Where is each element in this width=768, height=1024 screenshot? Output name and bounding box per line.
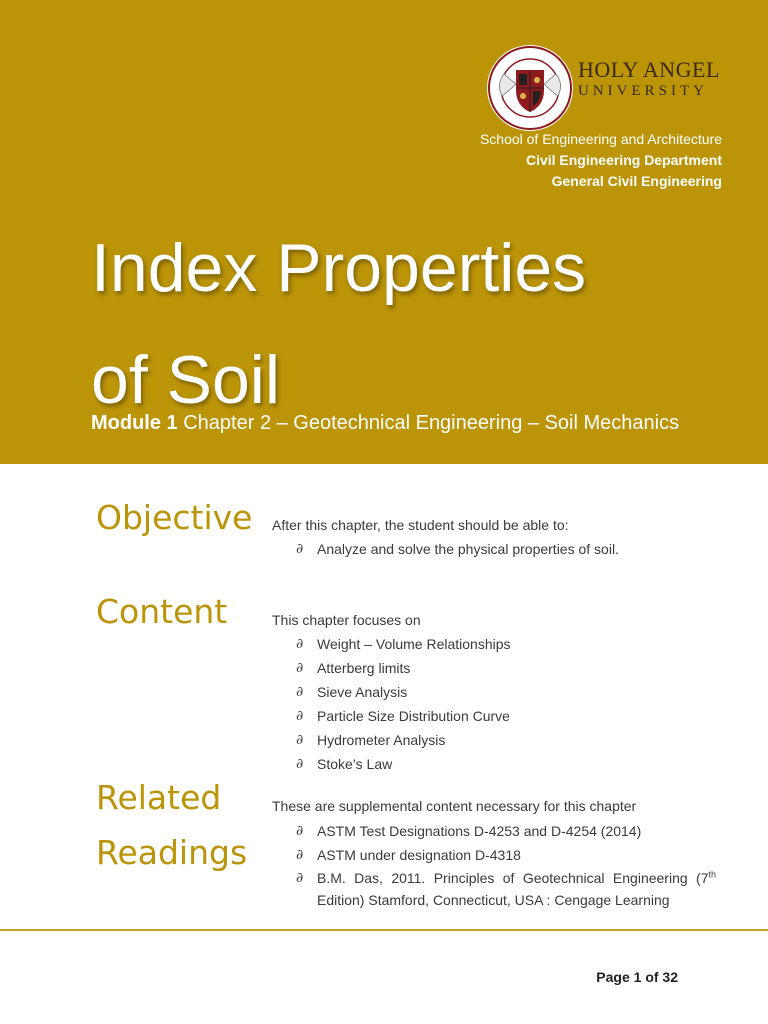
list-item: ∂ Atterberg limits: [296, 656, 716, 680]
list-item: ∂ Stoke’s Law: [296, 752, 716, 776]
bullet-icon: ∂: [296, 756, 304, 772]
document-title: [91, 212, 731, 436]
program-name: General Civil Engineering: [551, 173, 722, 189]
readings-heading-line-1: Related: [96, 778, 222, 817]
content-intro: This chapter focuses on: [272, 612, 421, 628]
list-item: ∂ Hydrometer Analysis: [296, 728, 716, 752]
title-line-1: Index Properties: [91, 230, 587, 306]
objective-list: [296, 537, 716, 561]
module-description: Chapter 2 – Geotechnical Engineering – Soil Mechanics: [183, 412, 680, 434]
content-list: [296, 632, 716, 776]
list-item: ∂ ASTM Test Designations D-4253 and D-4254 (2014): [296, 819, 716, 843]
bullet-icon: ∂: [296, 823, 304, 839]
bullet-icon: ∂: [296, 541, 304, 557]
content-heading: Content: [96, 592, 228, 631]
university-wordmark: [578, 58, 728, 100]
title-banner: [0, 0, 768, 464]
list-item: ∂ Weight – Volume Relationships: [296, 632, 716, 656]
bullet-icon: ∂: [296, 732, 304, 748]
brand-subname: UNIVERSITY: [578, 83, 708, 99]
readings-list: [296, 819, 716, 911]
brand-name: HOLY ANGEL: [578, 57, 720, 82]
university-seal-logo: [486, 44, 574, 132]
page-number: Page 1 of 32: [596, 969, 678, 985]
module-subtitle: [91, 412, 679, 435]
bullet-icon: ∂: [296, 636, 304, 652]
list-item: ∂ Particle Size Distribution Curve: [296, 704, 716, 728]
bullet-icon: ∂: [296, 660, 304, 676]
list-item: ∂ Sieve Analysis: [296, 680, 716, 704]
department-name: Civil Engineering Department: [525, 152, 722, 168]
objective-heading: Objective: [96, 498, 253, 537]
school-info: [480, 129, 722, 192]
objective-intro: After this chapter, the student should be able to:: [272, 517, 569, 533]
list-item: ∂ ASTM under designation D-4318: [296, 843, 716, 867]
list-item: ∂ B.M. Das, 2011. Principles of Geotechnical Engineering (7th Edition) Stamford, Connecticut, USA : Cengage Learning: [296, 867, 716, 911]
footer-divider: [0, 929, 768, 931]
bullet-icon: ∂: [296, 870, 304, 886]
readings-intro: These are supplemental content necessary for this chapter: [272, 798, 637, 814]
readings-heading: [96, 776, 247, 875]
title-line-2: of Soil: [91, 342, 280, 418]
module-label: Module 1: [91, 412, 178, 434]
bullet-icon: ∂: [296, 684, 304, 700]
readings-heading-line-2: Readings: [96, 833, 248, 872]
bullet-icon: ∂: [296, 708, 304, 724]
bullet-icon: ∂: [296, 847, 304, 863]
school-name: School of Engineering and Architecture: [479, 131, 722, 147]
list-item: ∂ Analyze and solve the physical properties of soil.: [296, 537, 716, 561]
